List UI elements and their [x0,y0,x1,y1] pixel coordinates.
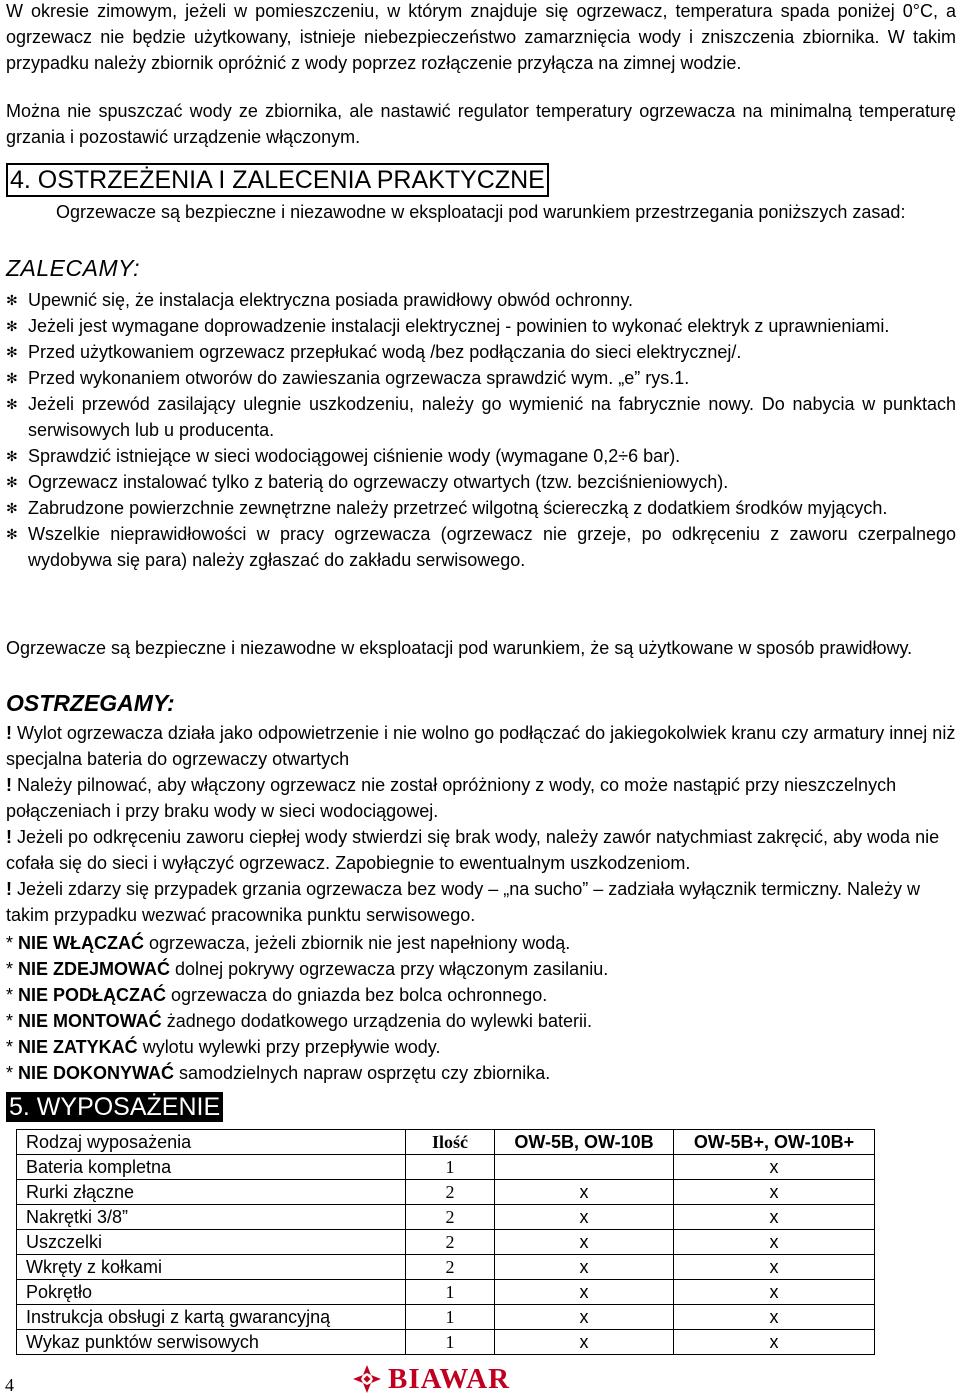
asterisk-bullet-icon: ✻ [6,396,18,412]
table-cell: Wykaz punktów serwisowych [17,1330,406,1355]
table-cell: Bateria kompletna [17,1155,406,1180]
equipment-table [16,1129,875,1355]
regulator-paragraph: Można nie spuszczać wody ze zbiornika, ale nastawić regulator temperatury ogrzewacza na minimalną temperaturę grzania i pozostawić urządzenie włączonym. [6,101,956,147]
table-cell: x [674,1230,875,1255]
recommendation-text: Przed wykonaniem otworów do zawieszania ogrzewacza sprawdzić wym. „e” rys.1. [28,368,690,388]
recommendation-item [6,365,956,391]
exclamation-icon: ! [6,775,17,795]
recommendation-item [6,495,956,521]
recommendation-item [6,287,956,313]
asterisk-bullet-icon: ✻ [6,448,18,464]
prohibition-keyword: NIE WŁĄCZAĆ [18,933,144,953]
warning-item [6,876,956,928]
recommendation-text: Ogrzewacz instalować tylko z baterią do ogrzewaczy otwartych (tzw. bezciśnieniowych). [28,472,729,492]
prohibition-item [6,982,956,1008]
table-cell: 2 [406,1255,495,1280]
prohibition-item [6,1034,956,1060]
page-number: 4 [5,1375,14,1395]
warning-text: Należy pilnować, aby włączony ogrzewacz nie został opróżniony z wody, co może nastąpić przy nieszczelnych połączeniach i przy braku wody w sieci wodociągowej. [6,775,897,821]
brand-name: BIAWAR [388,1362,511,1395]
recommendation-item [6,313,956,339]
exclamation-icon: ! [6,879,17,899]
asterisk-icon: * [6,1037,19,1057]
table-cell: Wkręty z kołkami [17,1255,406,1280]
warning-text: Jeżeli po odkręceniu zaworu ciepłej wody stwierdzi się brak wody, należy zawór natychmiast zakręcić, aby woda nie cofała się do sieci i wyłączyć ogrzewacz. Zapobiegnie to ewentualnym uszkodzeniom. [6,827,940,873]
biawar-logo-icon [352,1364,382,1394]
recommendation-text: Przed użytkowaniem ogrzewacz przepłukać wodą /bez podłączania do sieci elektrycznej/. [28,342,742,362]
table-row [17,1230,875,1255]
table-row [17,1330,875,1355]
table-cell: x [674,1180,875,1205]
column-header: OW-5B, OW-10B [495,1130,674,1155]
asterisk-bullet-icon: ✻ [6,526,18,542]
warning-item [6,824,956,876]
warning-text: Jeżeli zdarzy się przypadek grzania ogrzewacza bez wody – „na sucho” – zadziała wyłącznik termiczny. Należy w takim przypadku wezwać pracownika punktu serwisowego. [6,879,921,925]
table-cell: 2 [406,1205,495,1230]
recommendation-text: Wszelkie nieprawidłowości w pracy ogrzewacza (ogrzewacz nie grzeje, po odkręceniu z zaworu czerpalnego wydobywa się para) należy zgłaszać do zakładu serwisowego. [28,524,956,570]
prohibition-text: samodzielnych napraw osprzętu czy zbiornika. [174,1063,551,1083]
asterisk-bullet-icon: ✻ [6,318,18,334]
table-cell: Nakrętki 3/8” [17,1205,406,1230]
recommendation-text: Upewnić się, że instalacja elektryczna posiada prawidłowy obwód ochronny. [28,290,633,310]
intro-text: Ogrzewacze są bezpieczne i niezawodne w eksploatacji pod warunkiem przestrzegania poniższych zasad: [56,202,906,222]
asterisk-bullet-icon: ✻ [6,344,18,360]
table-row [17,1280,875,1305]
asterisk-bullet-icon: ✻ [6,500,18,516]
recommendation-item [6,469,956,495]
recommendation-text: Jeżeli przewód zasilający ulegnie uszkodzeniu, należy go wymienić na fabrycznie nowy. Do nabycia w punktach serwisowych lub u producenta. [28,394,956,440]
table-cell: x [495,1255,674,1280]
recommendation-item [6,521,956,573]
prohibition-keyword: NIE DOKONYWAĆ [18,1063,175,1083]
recommendation-item [6,443,956,469]
table-cell: x [674,1330,875,1355]
table-row [17,1205,875,1230]
column-header: Rodzaj wyposażenia [17,1130,406,1155]
asterisk-icon: * [6,933,19,953]
table-cell: x [674,1155,875,1180]
table-row [17,1155,875,1180]
prohibition-text: wylotu wylewki przy przepływie wody. [137,1037,441,1057]
table-cell: 2 [406,1180,495,1205]
recommendation-item [6,391,956,443]
asterisk-bullet-icon: ✻ [6,474,18,490]
prohibition-item [6,1008,956,1034]
prohibition-keyword: NIE PODŁĄCZAĆ [18,985,167,1005]
asterisk-bullet-icon: ✻ [6,370,18,386]
prohibition-item [6,1060,956,1086]
brand-logo [352,1364,510,1394]
prohibition-keyword: NIE ZATYKAĆ [18,1037,138,1057]
asterisk-icon: * [6,1011,19,1031]
exclamation-icon: ! [6,827,17,847]
warning-item [6,772,956,824]
table-cell: 1 [406,1280,495,1305]
recommendation-text: Sprawdzić istniejące w sieci wodociągowej ciśnienie wody (wymagane 0,2÷6 bar). [28,446,681,466]
table-cell: 1 [406,1330,495,1355]
table-cell: x [495,1230,674,1255]
table-cell: Rurki złączne [17,1180,406,1205]
table-header-row [17,1130,875,1155]
column-header: Ilość [406,1130,495,1155]
prohibition-text: ogrzewacza do gniazda bez bolca ochronnego. [166,985,548,1005]
prohibition-item [6,956,956,982]
prohibition-text: żadnego dodatkowego urządzenia do wylewki baterii. [161,1011,592,1031]
warning-text: Wylot ogrzewacza działa jako odpowietrzenie i nie wolno go podłączać do jakiegokolwiek kranu czy armatury innej niż specjalna bateria do ogrzewaczy otwartych [6,723,956,769]
table-cell: x [495,1280,674,1305]
recommendation-text: Zabrudzone powierzchnie zewnętrzne należy przetrzeć wilgotną ściereczką z dodatkiem środków myjących. [28,498,888,518]
prohibitions-list [6,930,956,1086]
warnings-list [6,720,956,928]
table-cell: x [674,1305,875,1330]
section-5-heading: 5. WYPOSAŻENIE [6,1092,223,1122]
prohibition-text: dolnej pokrywy ogrzewacza przy włączonym zasilaniu. [170,959,609,979]
table-cell: x [495,1305,674,1330]
table-row [17,1255,875,1280]
warn-heading: OSTRZEGAMY: [6,690,175,716]
table-row [17,1180,875,1205]
section-4-heading: 4. OSTRZEŻENIA I ZALECENIA PRAKTYCZNE [6,163,549,197]
table-cell: x [495,1180,674,1205]
table-cell [495,1155,674,1180]
recommendations-list [6,287,956,573]
table-cell: x [495,1205,674,1230]
table-cell: 2 [406,1230,495,1255]
prohibition-text: ogrzewacza, jeżeli zbiornik nie jest napełniony wodą. [144,933,571,953]
prohibition-keyword: NIE ZDEJMOWAĆ [18,959,171,979]
winter-paragraph: W okresie zimowym, jeżeli w pomieszczeniu, w którym znajduje się ogrzewacz, temperatura spada poniżej 0°C, a ogrzewacz nie będzie użytkowany, istnieje niebezpieczeństwo zamarznięcia wody i zniszczenia zbiornika. W takim przypadku należy zbiornik opróżnić z wody poprzez rozłączenie przyłącza na zimnej wodzie. [6,1,956,73]
table-cell: x [674,1255,875,1280]
recommendation-text: Jeżeli jest wymagane doprowadzenie instalacji elektrycznej - powinien to wykonać elektryk z uprawnieniami. [28,316,890,336]
exclamation-icon: ! [6,723,17,743]
recommendation-item [6,339,956,365]
asterisk-icon: * [6,985,19,1005]
table-cell: 1 [406,1155,495,1180]
warning-item [6,720,956,772]
table-cell: x [674,1280,875,1305]
column-header: OW-5B+, OW-10B+ [674,1130,875,1155]
prohibition-keyword: NIE MONTOWAĆ [18,1011,162,1031]
prohibition-item [6,930,956,956]
table-cell: Pokrętło [17,1280,406,1305]
summary-paragraph: Ogrzewacze są bezpieczne i niezawodne w eksploatacji pod warunkiem, że są użytkowane w sposób prawidłowy. [6,638,913,658]
asterisk-bullet-icon: ✻ [6,292,18,308]
section-4-intro [6,199,954,225]
asterisk-icon: * [6,959,19,979]
table-cell: Uszczelki [17,1230,406,1255]
asterisk-icon: * [6,1063,19,1083]
table-cell: Instrukcja obsługi z kartą gwarancyjną [17,1305,406,1330]
table-cell: x [495,1330,674,1355]
table-cell: x [674,1205,875,1230]
table-cell: 1 [406,1305,495,1330]
table-row [17,1305,875,1330]
recommend-heading: ZALECAMY: [6,255,141,281]
